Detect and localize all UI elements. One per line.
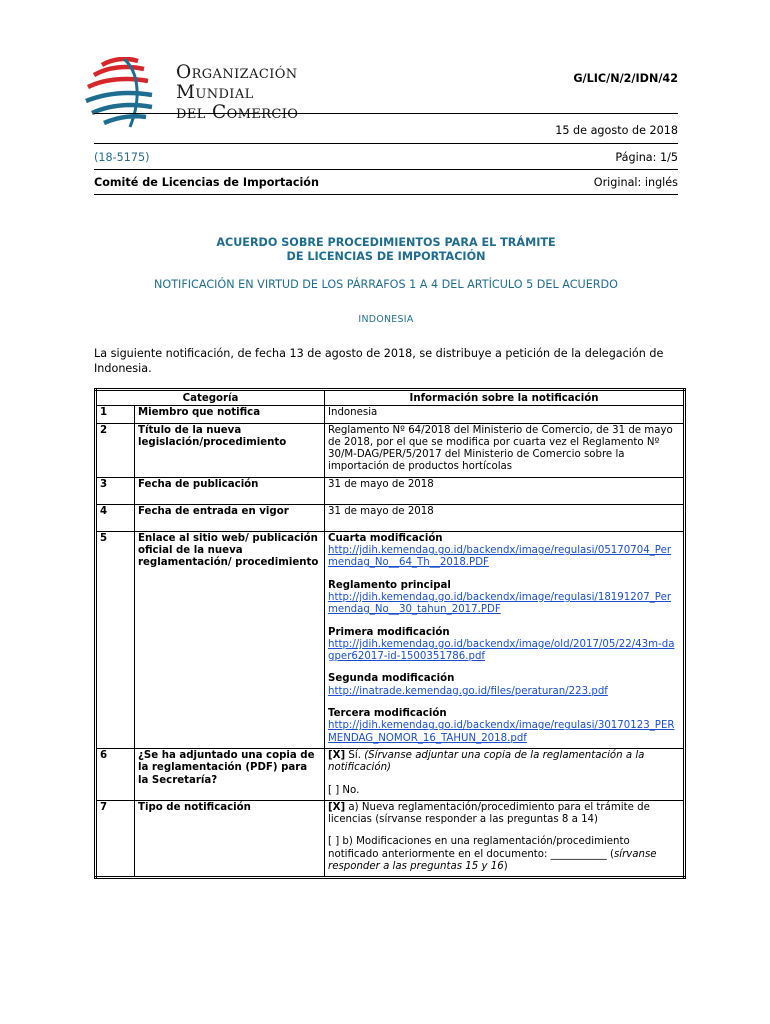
- header-rule-top: [94, 113, 678, 114]
- row-category: Título de la nueva legislación/procedimiento: [135, 423, 325, 477]
- notification-table: [94, 388, 686, 879]
- row-category: Fecha de entrada en vigor: [135, 504, 325, 531]
- option-b-note: sírvanse responder a las preguntas 15 y 16: [328, 848, 657, 873]
- option-b-end: ): [503, 861, 508, 873]
- intro-paragraph: La siguiente notificación, de fecha 13 de agosto de 2018, se distribuye a petición de la delegación de Indonesia.: [94, 347, 664, 375]
- org-name-line2: Mundial: [176, 82, 254, 103]
- row-info-links: [325, 531, 685, 748]
- title-line1: ACUERDO SOBRE PROCEDIMIENTOS PARA EL TRÁMITE: [216, 236, 556, 249]
- country-name: INDONESIA: [358, 314, 414, 325]
- table-row: [96, 531, 685, 748]
- row-category: Tipo de notificación: [135, 800, 325, 877]
- header-rule-bottom: [94, 194, 678, 195]
- header-information: Información sobre la notificación: [325, 390, 685, 406]
- table-row: [96, 423, 685, 477]
- row-category: Fecha de publicación: [135, 477, 325, 504]
- link-label: Cuarta modificación: [328, 532, 443, 544]
- link-label: Primera modificación: [328, 626, 450, 638]
- row-number: 6: [96, 748, 135, 800]
- option-a: [328, 802, 679, 827]
- row-number: 3: [96, 477, 135, 504]
- table-row: [96, 504, 685, 531]
- table-row: [96, 748, 685, 800]
- row-number: 7: [96, 800, 135, 877]
- option-b: [328, 836, 679, 873]
- row-info-options: [325, 800, 685, 877]
- checkbox-yes[interactable]: [X]: [328, 749, 346, 761]
- table-row: [96, 406, 685, 423]
- document-date: 15 de agosto de 2018: [555, 124, 678, 137]
- row-info: Reglamento Nº 64/2018 del Ministerio de Comercio, de 31 de mayo de 2018, por el que se modifica por cuarta vez el Reglamento Nº 30/M-DAG/PER/5/2017 del Ministerio de Comercio sobre la importación de productos hortícolas: [325, 423, 685, 477]
- row-category: Miembro que notifica: [135, 406, 325, 423]
- option-yes: [328, 750, 679, 775]
- document-title: [94, 236, 678, 264]
- original-language: Original: inglés: [593, 176, 678, 189]
- row-info: Indonesia: [325, 406, 685, 423]
- table-row: [96, 800, 685, 877]
- row-info: 31 de mayo de 2018: [325, 504, 685, 531]
- regulation-link[interactable]: http://inatrade.kemendag.go.id/files/peraturan/223.pdf: [328, 685, 608, 697]
- row-info: 31 de mayo de 2018: [325, 477, 685, 504]
- row-number: 1: [96, 406, 135, 423]
- title-line2: DE LICENCIAS DE IMPORTACIÓN: [286, 250, 486, 263]
- regulation-link[interactable]: http://jdih.kemendag.go.id/backendx/image/regulasi/30170123_PERMENDAG_NOMOR_16_TAHUN_2018.pdf: [328, 720, 675, 744]
- document-symbol: G/LIC/N/2/IDN/42: [573, 72, 678, 85]
- checkbox-a[interactable]: [X]: [328, 801, 346, 813]
- page-number: Página: 1/5: [615, 151, 678, 164]
- option-no[interactable]: [ ] No.: [328, 784, 360, 796]
- organization-name: [176, 63, 298, 123]
- header-category: Categoría: [96, 390, 325, 406]
- option-yes-note: (Sírvanse adjuntar una copia de la reglamentación a la notificación): [328, 749, 645, 774]
- org-name-line1: Organización: [176, 62, 298, 83]
- link-label: Tercera modificación: [328, 708, 447, 720]
- regulation-link[interactable]: http://jdih.kemendag.go.id/backendx/image/old/2017/05/22/43m-dagper62017-id-1500351786.pdf: [328, 638, 675, 663]
- link-label: Reglamento principal: [328, 579, 451, 591]
- option-b-text[interactable]: [ ] b) Modificaciones en una reglamentación/procedimiento notificado anteriormente en el documento: ___________ (: [328, 836, 630, 860]
- link-label: Segunda modificación: [328, 673, 455, 685]
- regulation-link[interactable]: http://jdih.kemendag.go.id/backendx/image/regulasi/18191207_Permendag_No__30_tahun_2017.PDF: [328, 591, 672, 616]
- row-category: ¿Se ha adjuntado una copia de la reglamentación (PDF) para la Secretaría?: [135, 748, 325, 800]
- header-rule-lower: [94, 169, 678, 170]
- row-number: 4: [96, 504, 135, 531]
- wto-logo-icon: [82, 57, 158, 129]
- header-rule-middle: [94, 143, 678, 144]
- row-info-options: [325, 748, 685, 800]
- org-name-line3: del Comercio: [176, 102, 299, 123]
- regulation-link[interactable]: http://jdih.kemendag.go.id/backendx/image/regulasi/05170704_Permendag_No__64_Th__2018.PDF: [328, 545, 672, 569]
- row-number: 2: [96, 423, 135, 477]
- option-a-text: a) Nueva reglamentación/procedimiento para el trámite de licencias (sírvanse responder a las preguntas 8 a 14): [328, 801, 650, 826]
- option-yes-text: Sí.: [345, 749, 365, 761]
- document-subtitle: NOTIFICACIÓN EN VIRTUD DE LOS PÁRRAFOS 1 A 4 DEL ARTÍCULO 5 DEL ACUERDO: [154, 278, 618, 291]
- document-ref-code: (18-5175): [94, 151, 150, 164]
- row-category: Enlace al sitio web/ publicación oficial de la nueva reglamentación/ procedimiento: [135, 531, 325, 748]
- row-number: 5: [96, 531, 135, 748]
- committee-name: Comité de Licencias de Importación: [94, 176, 319, 189]
- table-header-row: [96, 390, 685, 406]
- table-row: [96, 477, 685, 504]
